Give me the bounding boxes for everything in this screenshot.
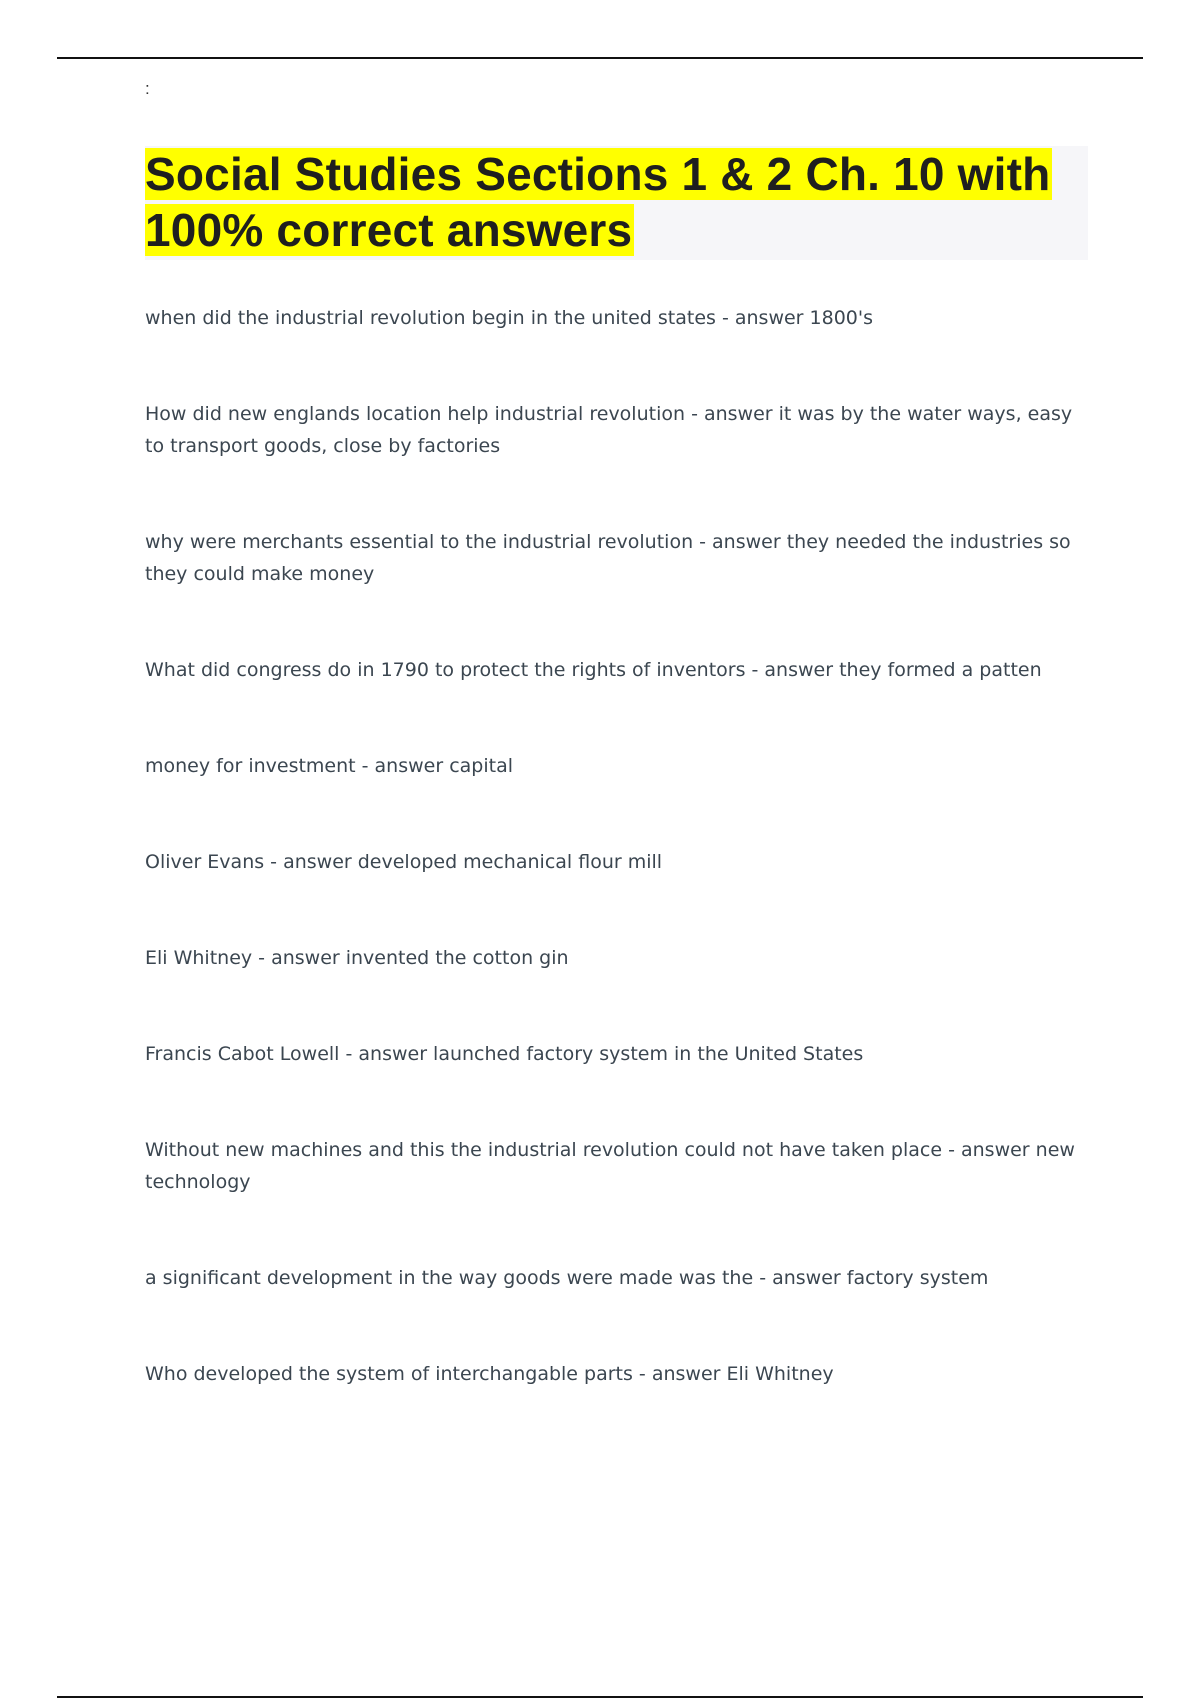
- qa-item: when did the industrial revolution begin in the united states - answer 1800's: [145, 307, 874, 329]
- bottom-rule: [57, 1696, 1143, 1698]
- qa-item: money for investment - answer capital: [145, 755, 514, 777]
- document-title-text: Social Studies Sections 1 & 2 Ch. 10 with 100% correct answers: [145, 148, 1051, 256]
- top-rule: [57, 57, 1143, 59]
- qa-item: Oliver Evans - answer developed mechanical flour mill: [145, 851, 663, 873]
- qa-list: [145, 302, 1090, 1390]
- title-block: [145, 146, 1088, 260]
- qa-item: Eli Whitney - answer invented the cotton gin: [145, 947, 569, 969]
- qa-item: why were merchants essential to the industrial revolution - answer they needed the industries so they could make money: [145, 531, 1071, 585]
- header-mark: :: [145, 79, 150, 98]
- qa-item: What did congress do in 1790 to protect the rights of inventors - answer they formed a patten: [145, 659, 1042, 681]
- document-title: [145, 146, 1088, 258]
- qa-item: Who developed the system of interchangable parts - answer Eli Whitney: [145, 1363, 834, 1385]
- qa-item: a significant development in the way goods were made was the - answer factory system: [145, 1267, 989, 1289]
- document-page: [145, 78, 1090, 1390]
- qa-item: Without new machines and this the industrial revolution could not have taken place - answer new technology: [145, 1139, 1075, 1193]
- qa-item: How did new englands location help industrial revolution - answer it was by the water ways, easy to transport goods, close by factories: [145, 403, 1073, 457]
- qa-item: Francis Cabot Lowell - answer launched factory system in the United States: [145, 1043, 864, 1065]
